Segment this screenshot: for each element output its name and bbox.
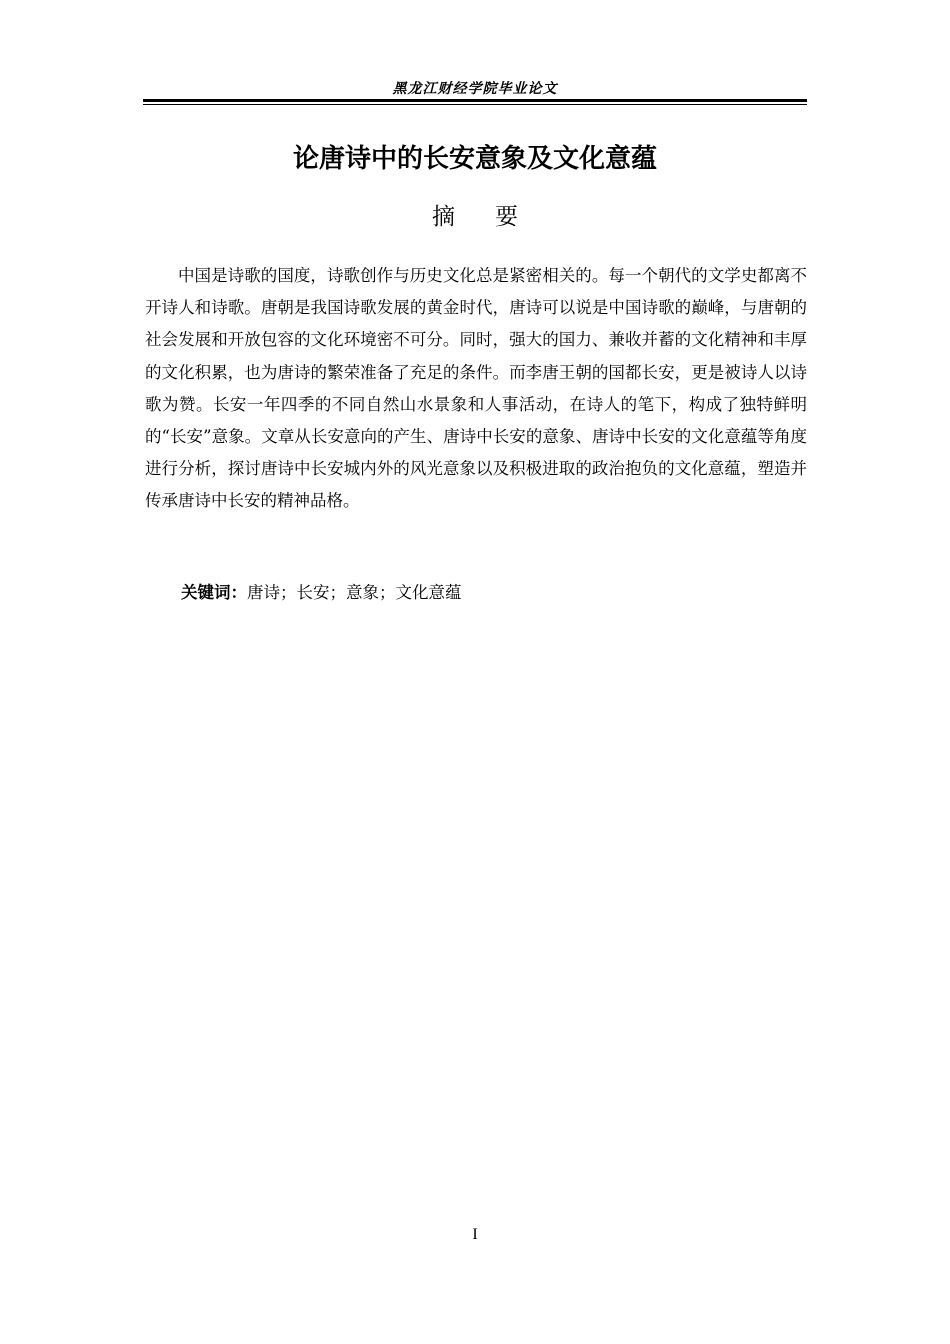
header-rule-thick (143, 99, 807, 102)
running-header: 黑龙江财经学院毕业论文 (392, 81, 558, 97)
keywords-value: 唐诗；长安；意象；文化意蕴 (247, 583, 462, 602)
header-rule-thin (143, 104, 807, 105)
keywords-label: 关键词： (181, 583, 247, 602)
keywords-line (181, 578, 807, 608)
abstract-body: 中国是诗歌的国度，诗歌创作与历史文化总是紧密相关的。每一个朝代的文学史都离不开诗人和诗歌。唐朝是我国诗歌发展的黄金时代，唐诗可以说是中国诗歌的巅峰，与唐朝的社会发展和开放包容的文化环境密不可分。同时，强大的国力、兼收并蓄的文化精神和丰厚的文化积累，也为唐诗的繁荣准备了充足的条件。而李唐王朝的国都长安，更是被诗人以诗歌为赞。长安一年四季的不同自然山水景象和人事活动，在诗人的笔下，构成了独特鲜明的“长安”意象。文章从长安意向的产生、唐诗中长安的意象、唐诗中长安的文化意蕴等角度进行分析，探讨唐诗中长安城内外的风光意象以及积极进取的政治抱负的文化意蕴，塑造并传承唐诗中长安的精神品格。 (145, 266, 807, 511)
abstract-heading: 摘要 (432, 204, 558, 230)
page-number: I (472, 1226, 478, 1243)
thesis-title: 论唐诗中的长安意象及文化意蕴 (292, 144, 657, 174)
